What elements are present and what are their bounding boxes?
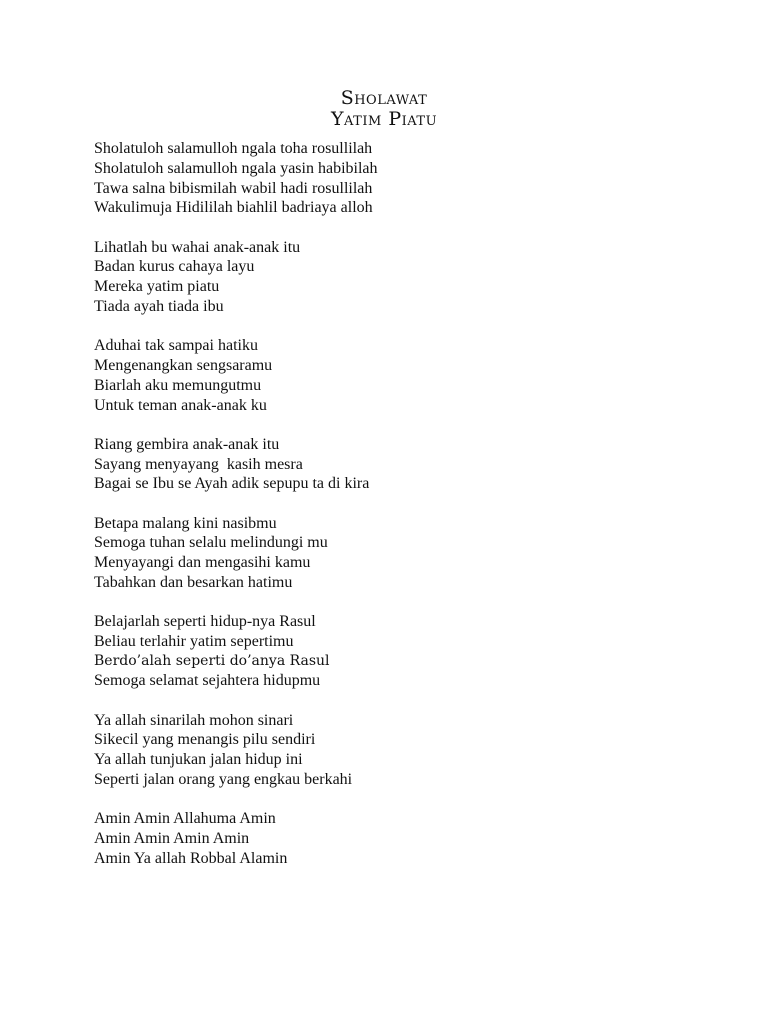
lyric-line: Wakulimuja Hidililah biahlil badriaya alloh	[94, 199, 373, 217]
stanza	[94, 435, 734, 494]
stanza	[94, 514, 734, 593]
lyric-line: Riang gembira anak-anak itu	[94, 435, 280, 453]
lyric-line: Untuk teman anak-anak ku	[94, 396, 267, 414]
lyric-line: Tiada ayah tiada ibu	[94, 297, 224, 315]
stanza	[94, 336, 734, 415]
stanza	[94, 711, 734, 790]
lyric-line: Tawa salna bibismilah wabil hadi rosullilah	[94, 179, 373, 197]
lyric-line: Biarlah aku memungutmu	[94, 376, 262, 394]
stanza	[94, 139, 734, 218]
lyric-line: Badan kurus cahaya layu	[94, 258, 255, 276]
lyric-line: Bagai se Ibu se Ayah adik sepupu ta di kira	[94, 475, 370, 493]
lyric-line: Beliau terlahir yatim sepertimu	[94, 632, 294, 650]
lyric-line: Ya allah sinarilah mohon sinari	[94, 711, 294, 729]
lyric-line: Amin Ya allah Robbal Alamin	[94, 849, 288, 867]
lyric-line: Berdo’alah seperti do’anya Rasul	[94, 652, 330, 669]
lyric-line: Ya allah tunjukan jalan hidup ini	[94, 751, 303, 769]
lyric-line: Amin Amin Amin Amin	[94, 830, 250, 848]
lyric-line: Lihatlah bu wahai anak-anak itu	[94, 238, 301, 256]
stanza	[94, 612, 734, 691]
lyric-line: Mereka yatim piatu	[94, 278, 220, 296]
lyric-line: Sholatuloh salamulloh ngala toha rosullilah	[94, 140, 373, 157]
lyric-line: Sholatuloh salamulloh ngala yasin habibilah	[94, 159, 378, 177]
lyric-line: Sikecil yang menangis pilu sendiri	[94, 731, 316, 749]
title-line-1: Sholawat	[340, 87, 428, 109]
title-line-2: Yatim Piatu	[330, 108, 438, 130]
stanza	[94, 809, 734, 868]
lyric-line: Semoga tuhan selalu melindungi mu	[94, 534, 328, 552]
lyric-line: Tabahkan dan besarkan hatimu	[94, 573, 293, 591]
lyric-line: Mengenangkan sengsaramu	[94, 356, 273, 374]
lyric-line: Belajarlah seperti hidup-nya Rasul	[94, 613, 316, 631]
stanza	[94, 238, 734, 317]
lyric-line: Aduhai tak sampai hatiku	[94, 337, 258, 355]
lyric-line: Sayang menyayang kasih mesra	[94, 455, 303, 473]
lyric-line: Seperti jalan orang yang engkau berkahi	[94, 771, 353, 789]
lyric-line: Betapa malang kini nasibmu	[94, 514, 277, 532]
lyric-line: Amin Amin Allahuma Amin	[94, 810, 276, 828]
lyric-line: Semoga selamat sejahtera hidupmu	[94, 672, 321, 690]
lyrics-body	[94, 139, 734, 888]
lyric-line: Menyayangi dan mengasihi kamu	[94, 554, 311, 572]
